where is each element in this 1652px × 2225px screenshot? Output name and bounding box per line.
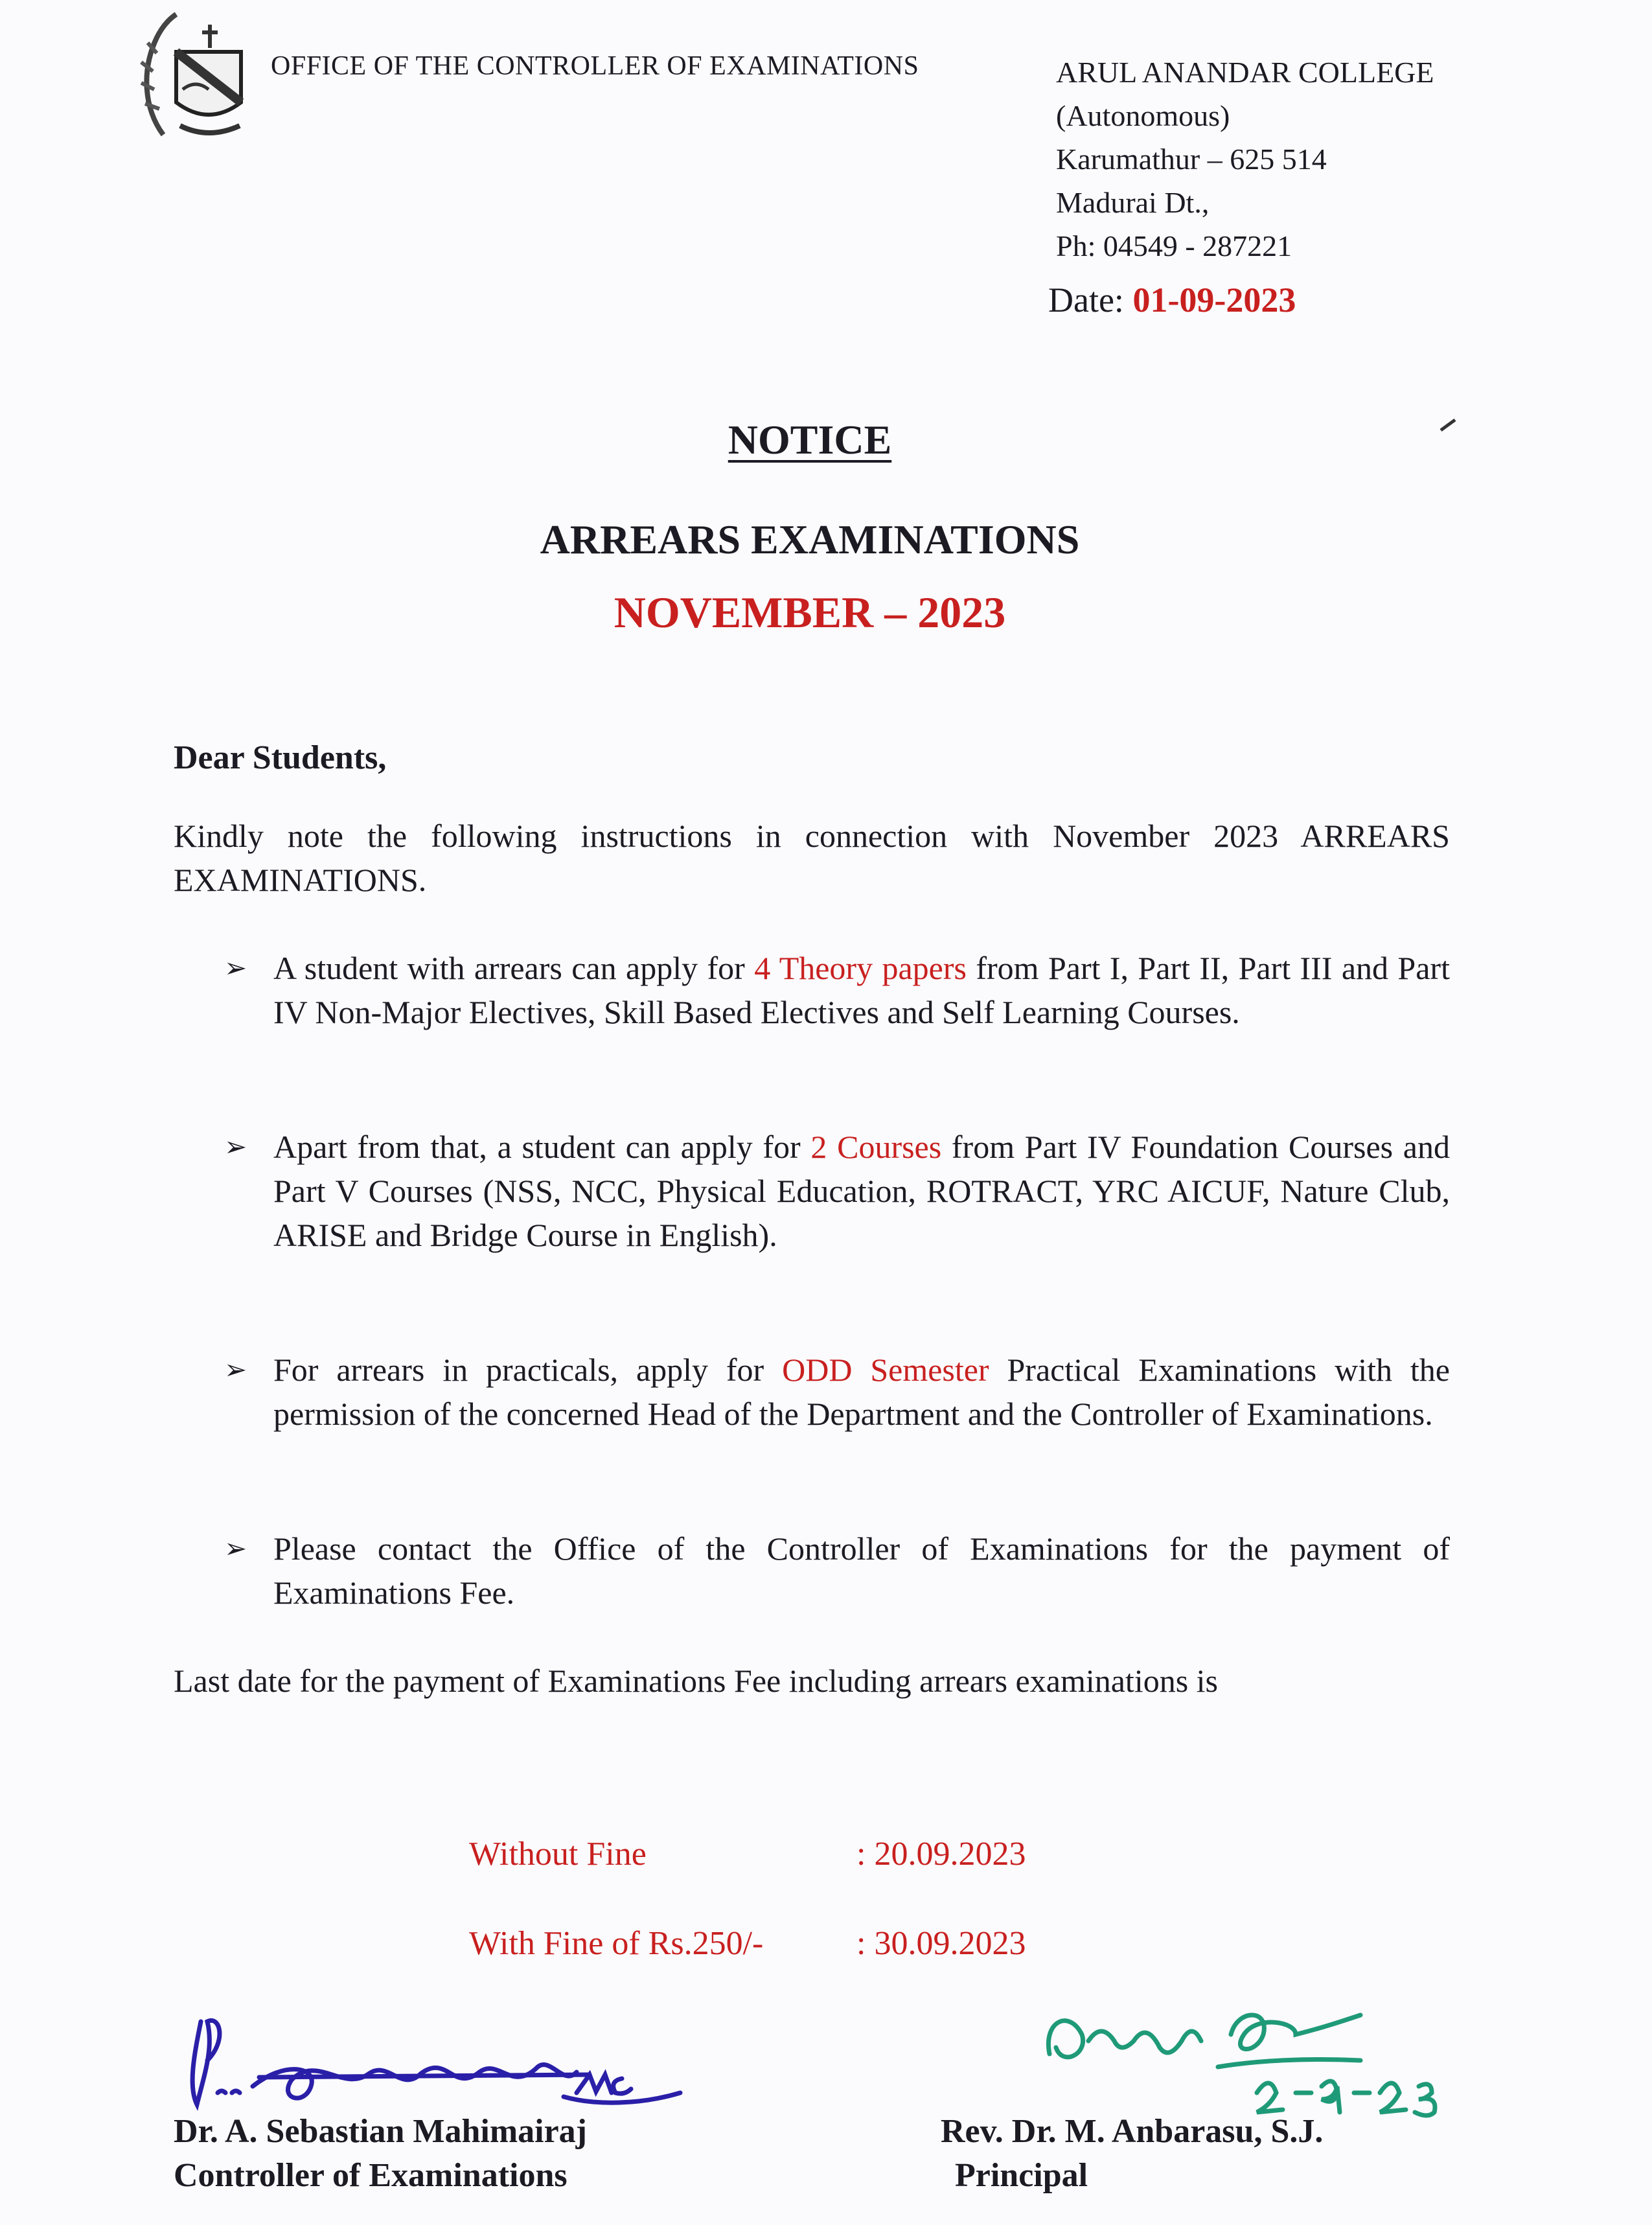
highlight-text: 4 Theory papers — [754, 950, 967, 986]
salutation: Dear Students, — [174, 739, 387, 776]
notice-heading: NOTICE — [728, 417, 892, 463]
college-location: Karumathur – 625 514 — [1056, 143, 1327, 176]
list-item: ➢ Please contact the Office of the Controller of Examinations for the payment of Examinations Fee. — [224, 1527, 1450, 1615]
last-date-paragraph: Last date for the payment of Examinations Fee including arrears examinations is — [174, 1663, 1219, 1699]
exam-session: NOVEMBER – 2023 — [614, 588, 1006, 637]
college-crest-icon — [137, 12, 246, 144]
controller-signature — [175, 1996, 693, 2119]
intro-paragraph: Kindly note the following instructions in connection with November 2023 ARREARS EXAMINATIONS. — [174, 818, 1450, 898]
college-phone: Ph: 04549 - 287221 — [1056, 229, 1292, 262]
date-label: Date: — [1048, 281, 1133, 319]
exam-title: ARREARS EXAMINATIONS — [540, 516, 1080, 562]
principal-signatory — [941, 2110, 1323, 2198]
arrow-bullet-icon: ➢ — [224, 1532, 247, 1564]
controller-role: Controller of Examinations — [174, 2157, 568, 2194]
controller-signatory — [174, 2110, 587, 2198]
fee-date-without-fine: : 20.09.2023 — [856, 1836, 1026, 1873]
college-status: (Autonomous) — [1056, 99, 1230, 132]
notice-date — [1048, 280, 1296, 320]
controller-name: Dr. A. Sebastian Mahimairaj — [174, 2113, 587, 2150]
list-item: ➢ For arrears in practicals, apply for ODD Semester Practical Examinations with the permission of the concerned Head of the Department and the Controller of Examinations. — [224, 1348, 1450, 1436]
fee-date-with-fine: : 30.09.2023 — [856, 1925, 1026, 1962]
arrow-bullet-icon: ➢ — [224, 1354, 247, 1385]
highlight-text: ODD Semester — [782, 1352, 989, 1388]
arrow-bullet-icon: ➢ — [224, 952, 247, 984]
college-name: ARUL ANANDAR COLLEGE — [1056, 56, 1434, 89]
principal-role: Principal — [955, 2157, 1088, 2194]
fee-label-without-fine: Without Fine — [469, 1836, 647, 1873]
arrow-bullet-icon: ➢ — [224, 1131, 247, 1162]
highlight-text: 2 Courses — [810, 1129, 942, 1165]
list-item: ➢ Apart from that, a student can apply for 2 Courses from Part IV Foundation Courses and Part V Courses (NSS, NCC, Physical Education, ROTRACT, YRC AICUF, Nature Club, ARISE and Bridge Course in English). — [224, 1125, 1450, 1257]
list-item: ➢ A student with arrears can apply for 4 Theory papers from Part I, Part II, Part III and Part IV Non-Major Electives, Skill Based Electives and Self Learning Courses. — [224, 946, 1450, 1034]
principal-name: Rev. Dr. M. Anbarasu, S.J. — [941, 2113, 1324, 2150]
office-heading: OFFICE OF THE CONTROLLER OF EXAMINATIONS — [271, 51, 919, 81]
fee-label-with-fine: With Fine of Rs.250/- — [469, 1925, 764, 1962]
date-value: 01-09-2023 — [1132, 281, 1296, 319]
college-address — [1056, 51, 1434, 268]
principal-signature — [1037, 1996, 1477, 2125]
college-district: Madurai Dt., — [1056, 186, 1210, 219]
